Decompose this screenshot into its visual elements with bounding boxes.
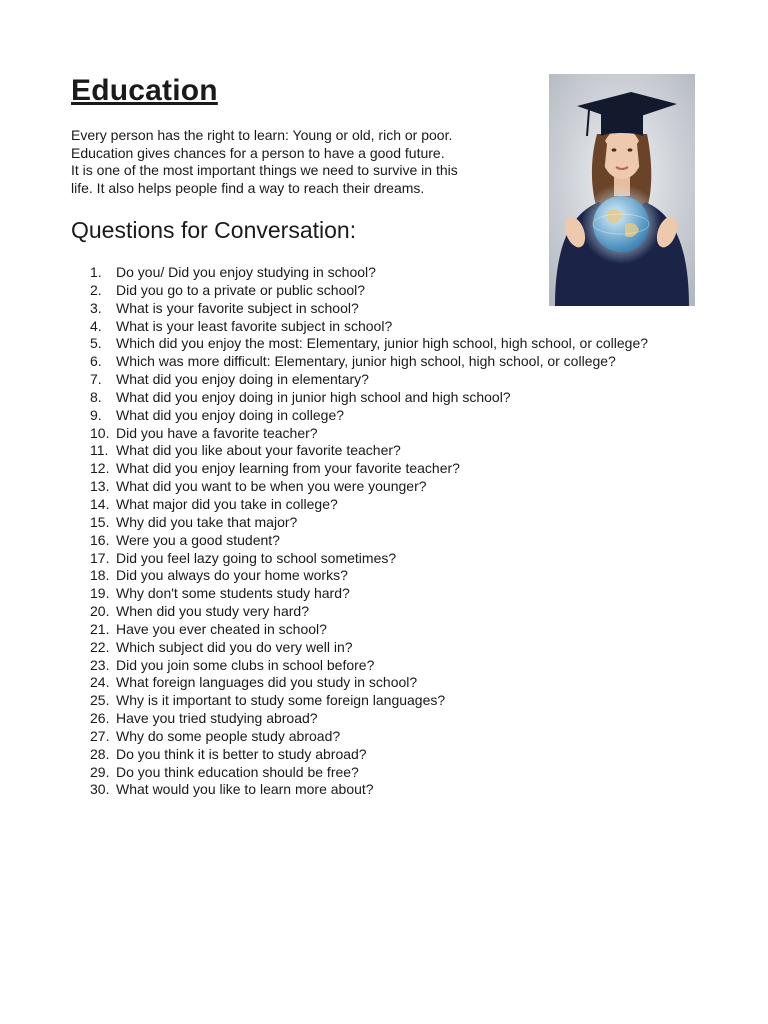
question-text: Have you ever cheated in school? [116, 620, 327, 637]
question-number: 6. [90, 353, 102, 370]
question-text: Which did you enjoy the most: Elementary, junior high school, high school, or college? [116, 335, 649, 352]
question-item [90, 514, 648, 532]
question-number: 12. [90, 460, 110, 477]
question-number: 8. [90, 388, 102, 405]
question-number: 29. [90, 763, 110, 780]
question-text: What did you enjoy doing in college? [116, 406, 345, 423]
question-text: What did you want to be when you were younger? [116, 478, 427, 495]
question-item [90, 657, 648, 675]
question-number: 2. [90, 281, 102, 298]
question-item [90, 407, 648, 425]
question-text: What foreign languages did you study in school? [116, 674, 418, 691]
question-item [90, 603, 648, 621]
question-item [90, 710, 648, 728]
question-number: 17. [90, 549, 110, 566]
question-number: 28. [90, 745, 110, 762]
question-text: Do you/ Did you enjoy studying in school? [116, 264, 376, 280]
question-item [90, 550, 648, 568]
question-number: 9. [90, 406, 102, 423]
question-item [90, 496, 648, 514]
question-number: 30. [90, 781, 110, 798]
question-item [90, 335, 648, 353]
intro-line: Education gives chances for a person to have a good future. [71, 144, 445, 161]
question-number: 1. [90, 264, 102, 280]
question-number: 16. [90, 531, 110, 548]
question-text: Were you a good student? [116, 531, 280, 548]
question-item [90, 764, 648, 782]
question-number: 22. [90, 638, 110, 655]
question-text: When did you study very hard? [116, 603, 309, 620]
question-number: 5. [90, 335, 102, 352]
question-text: Why don't some students study hard? [116, 585, 350, 602]
question-item [90, 567, 648, 585]
question-number: 27. [90, 727, 110, 744]
question-item [90, 692, 648, 710]
question-text: Why is it important to study some foreign languages? [116, 692, 446, 709]
question-number: 4. [90, 317, 102, 334]
question-item [90, 478, 648, 496]
face [602, 129, 642, 179]
question-item [90, 425, 648, 443]
question-text: What did you enjoy doing in junior high school and high school? [116, 388, 511, 405]
graduate-illustration [549, 74, 695, 306]
question-text: Did you join some clubs in school before? [116, 656, 375, 673]
question-number: 11. [90, 442, 109, 459]
question-item [90, 585, 648, 603]
question-item [90, 318, 648, 336]
question-text: What did you like about your favorite teacher? [116, 442, 401, 459]
question-number: 3. [90, 299, 102, 316]
question-text: Have you tried studying abroad? [116, 710, 318, 727]
question-number: 21. [90, 620, 110, 637]
question-number: 10. [90, 424, 110, 441]
question-item [90, 639, 648, 657]
question-text: What did you enjoy learning from your favorite teacher? [116, 460, 460, 477]
question-item [90, 442, 648, 460]
question-item [90, 532, 648, 550]
questions-heading: Questions for Conversation: [71, 217, 357, 243]
question-number: 19. [90, 585, 110, 602]
question-text: What did you enjoy doing in elementary? [116, 371, 369, 388]
question-number: 23. [90, 656, 110, 673]
question-text: What is your favorite subject in school? [116, 299, 359, 316]
question-item [90, 389, 648, 407]
question-number: 26. [90, 710, 110, 727]
intro-line: Every person has the right to learn: Young or old, rich or poor. [71, 127, 453, 143]
question-text: What major did you take in college? [116, 495, 338, 512]
intro-line: life. It also helps people find a way to reach their dreams. [71, 179, 425, 196]
question-item [90, 621, 648, 639]
intro-paragraph [71, 127, 541, 197]
question-number: 24. [90, 674, 110, 691]
question-item [90, 728, 648, 746]
question-text: Did you go to a private or public school? [116, 281, 366, 298]
question-number: 7. [90, 371, 102, 388]
question-text: Which subject did you do very well in? [116, 638, 353, 655]
question-text: Did you always do your home works? [116, 567, 348, 584]
question-text: What is your least favorite subject in school? [116, 317, 393, 334]
question-text: Do you think it is better to study abroad? [116, 745, 367, 762]
question-item [90, 781, 648, 799]
question-item [90, 371, 648, 389]
question-number: 15. [90, 513, 110, 530]
page-title: Education [71, 74, 218, 107]
question-item [90, 353, 648, 371]
question-item [90, 674, 648, 692]
question-text: Did you feel lazy going to school sometimes? [116, 549, 397, 566]
question-number: 20. [90, 603, 110, 620]
question-number: 13. [90, 478, 110, 495]
question-item [90, 746, 648, 764]
question-text: Which was more difficult: Elementary, junior high school, high school, or college? [116, 353, 616, 370]
question-text: What would you like to learn more about? [116, 781, 374, 798]
question-text: Do you think education should be free? [116, 763, 359, 780]
question-text: Why did you take that major? [116, 513, 298, 530]
question-number: 25. [90, 692, 110, 709]
graduate-photo [549, 74, 695, 306]
question-text: Why do some people study abroad? [116, 727, 341, 744]
questions-list [90, 264, 648, 799]
question-number: 18. [90, 567, 110, 584]
question-text: Did you have a favorite teacher? [116, 424, 318, 441]
question-item [90, 460, 648, 478]
question-number: 14. [90, 495, 110, 512]
globe [593, 196, 649, 252]
intro-line: It is one of the most important things we need to survive in this [71, 162, 458, 179]
